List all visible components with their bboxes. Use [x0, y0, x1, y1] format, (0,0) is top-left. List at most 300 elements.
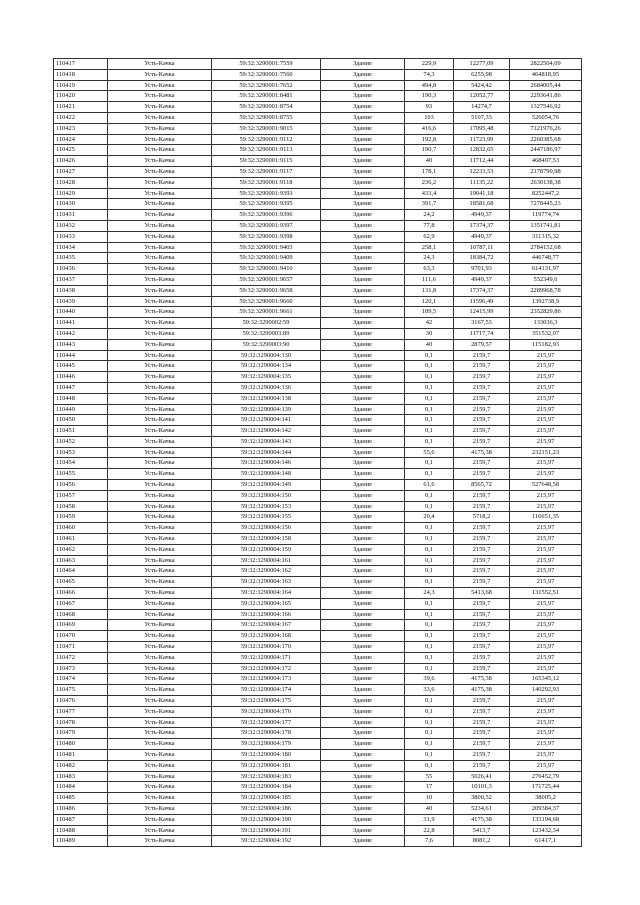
cadastral-number-cell: 59:32:3290004:177 — [212, 717, 321, 728]
row-number-cell: 110421 — [54, 102, 108, 113]
area-cell: 0,1 — [405, 544, 454, 555]
row-number-cell: 110473 — [54, 663, 108, 674]
unit-value-cell: 4949,37 — [454, 210, 510, 221]
cadastral-value-cell: 133036,3 — [510, 318, 582, 329]
locality-cell: Усть-Качка — [108, 447, 212, 458]
table-row — [54, 382, 582, 393]
cadastral-value-cell: 215,97 — [510, 620, 582, 631]
area-cell: 192,8 — [405, 134, 454, 145]
table-row — [54, 274, 582, 285]
cadastral-value-cell: 215,97 — [510, 469, 582, 480]
row-number-cell: 110464 — [54, 566, 108, 577]
row-number-cell: 110459 — [54, 512, 108, 523]
object-type-cell: Здание — [321, 588, 405, 599]
table-row — [54, 372, 582, 383]
row-number-cell: 110428 — [54, 177, 108, 188]
unit-value-cell: 2159,7 — [454, 458, 510, 469]
object-type-cell: Здание — [321, 145, 405, 156]
object-type-cell: Здание — [321, 102, 405, 113]
area-cell: 55,6 — [405, 447, 454, 458]
area-cell: 24,3 — [405, 588, 454, 599]
object-type-cell: Здание — [321, 361, 405, 372]
area-cell: 0,1 — [405, 739, 454, 750]
locality-cell: Усть-Качка — [108, 523, 212, 534]
cadastral-number-cell: 59:32:3290004:184 — [212, 782, 321, 793]
table-row — [54, 177, 582, 188]
cadastral-value-cell: 215,97 — [510, 393, 582, 404]
object-type-cell: Здание — [321, 69, 405, 80]
locality-cell: Усть-Качка — [108, 609, 212, 620]
unit-value-cell: 3167,53 — [454, 318, 510, 329]
row-number-cell: 110424 — [54, 134, 108, 145]
object-type-cell: Здание — [321, 490, 405, 501]
row-number-cell: 110418 — [54, 69, 108, 80]
object-type-cell: Здание — [321, 382, 405, 393]
cadastral-number-cell: 59:32:3290001:9409 — [212, 253, 321, 264]
locality-cell: Усть-Качка — [108, 782, 212, 793]
unit-value-cell: 4175,38 — [454, 685, 510, 696]
unit-value-cell: 3800,52 — [454, 793, 510, 804]
area-cell: 30 — [405, 328, 454, 339]
row-number-cell: 110417 — [54, 59, 108, 70]
locality-cell: Усть-Качка — [108, 512, 212, 523]
object-type-cell: Здание — [321, 793, 405, 804]
cadastral-number-cell: 59:32:3290001:8754 — [212, 102, 321, 113]
object-type-cell: Здание — [321, 728, 405, 739]
row-number-cell: 110470 — [54, 631, 108, 642]
object-type-cell: Здание — [321, 620, 405, 631]
row-number-cell: 110480 — [54, 739, 108, 750]
cadastral-value-cell: 171725,44 — [510, 782, 582, 793]
area-cell: 189,5 — [405, 307, 454, 318]
object-type-cell: Здание — [321, 220, 405, 231]
unit-value-cell: 12277,09 — [454, 59, 510, 70]
cadastral-number-cell: 59:32:3290004:153 — [212, 501, 321, 512]
locality-cell: Усть-Качка — [108, 404, 212, 415]
table-row — [54, 220, 582, 231]
area-cell: 0,1 — [405, 393, 454, 404]
locality-cell: Усть-Качка — [108, 112, 212, 123]
locality-cell: Усть-Качка — [108, 91, 212, 102]
row-number-cell: 110469 — [54, 620, 108, 631]
cadastral-value-cell: 123432,34 — [510, 825, 582, 836]
locality-cell: Усть-Качка — [108, 544, 212, 555]
row-number-cell: 110468 — [54, 609, 108, 620]
object-type-cell: Здание — [321, 642, 405, 653]
area-cell: 0,1 — [405, 361, 454, 372]
cadastral-number-cell: 59:32:3290001:9658 — [212, 285, 321, 296]
area-cell: 0,1 — [405, 642, 454, 653]
row-number-cell: 110460 — [54, 523, 108, 534]
area-cell: 120,1 — [405, 296, 454, 307]
locality-cell: Усть-Качка — [108, 102, 212, 113]
cadastral-value-cell: 215,97 — [510, 458, 582, 469]
row-number-cell: 110447 — [54, 382, 108, 393]
row-number-cell: 110449 — [54, 404, 108, 415]
locality-cell: Усть-Качка — [108, 652, 212, 663]
area-cell: 190,3 — [405, 91, 454, 102]
cadastral-number-cell: 59:32:3290004:164 — [212, 588, 321, 599]
cadastral-number-cell: 59:32:3290004:192 — [212, 836, 321, 847]
cadastral-number-cell: 59:32:3290004:156 — [212, 523, 321, 534]
cadastral-value-cell: 131552,51 — [510, 588, 582, 599]
cadastral-number-cell: 59:32:3290001:9660 — [212, 296, 321, 307]
table-row — [54, 426, 582, 437]
table-row — [54, 318, 582, 329]
area-cell: 229,9 — [405, 59, 454, 70]
cadastral-number-cell: 59:32:3290001:9410 — [212, 264, 321, 275]
locality-cell: Усть-Качка — [108, 220, 212, 231]
cadastral-number-cell: 59:32:3290001:8755 — [212, 112, 321, 123]
unit-value-cell: 12233,53 — [454, 166, 510, 177]
cadastral-value-cell: 215,97 — [510, 555, 582, 566]
object-type-cell: Здание — [321, 544, 405, 555]
locality-cell: Усть-Качка — [108, 501, 212, 512]
area-cell: 0,1 — [405, 469, 454, 480]
area-cell: 111,6 — [405, 274, 454, 285]
locality-cell: Усть-Качка — [108, 231, 212, 242]
unit-value-cell: 17095,48 — [454, 123, 510, 134]
locality-cell: Усть-Качка — [108, 426, 212, 437]
locality-cell: Усть-Качка — [108, 242, 212, 253]
cadastral-number-cell: 59:32:3290001:9398 — [212, 231, 321, 242]
table-row — [54, 404, 582, 415]
object-type-cell: Здание — [321, 663, 405, 674]
table-row — [54, 793, 582, 804]
cadastral-value-cell: 209384,37 — [510, 803, 582, 814]
locality-cell: Усть-Качка — [108, 793, 212, 804]
cadastral-value-cell: 215,97 — [510, 501, 582, 512]
locality-cell: Усть-Качка — [108, 588, 212, 599]
row-number-cell: 110458 — [54, 501, 108, 512]
object-type-cell: Здание — [321, 393, 405, 404]
unit-value-cell: 2159,7 — [454, 415, 510, 426]
table-row — [54, 112, 582, 123]
unit-value-cell: 2159,7 — [454, 620, 510, 631]
cadastral-number-cell: 59:32:3290002:59 — [212, 318, 321, 329]
table-row — [54, 544, 582, 555]
cadastral-value-cell: 115182,93 — [510, 339, 582, 350]
row-number-cell: 110488 — [54, 825, 108, 836]
object-type-cell: Здание — [321, 112, 405, 123]
object-type-cell: Здание — [321, 328, 405, 339]
unit-value-cell: 11596,49 — [454, 296, 510, 307]
cadastral-value-cell: 215,97 — [510, 642, 582, 653]
object-type-cell: Здание — [321, 156, 405, 167]
table-row — [54, 231, 582, 242]
locality-cell: Усть-Качка — [108, 177, 212, 188]
cadastral-value-cell: 215,97 — [510, 696, 582, 707]
table-row — [54, 69, 582, 80]
row-number-cell: 110423 — [54, 123, 108, 134]
locality-cell: Усть-Качка — [108, 717, 212, 728]
row-number-cell: 110467 — [54, 598, 108, 609]
cadastral-number-cell: 59:32:3290004:134 — [212, 361, 321, 372]
cadastral-number-cell: 59:32:3290004:159 — [212, 544, 321, 555]
area-cell: 0,1 — [405, 523, 454, 534]
area-cell: 494,8 — [405, 80, 454, 91]
object-type-cell: Здание — [321, 177, 405, 188]
unit-value-cell: 4175,38 — [454, 814, 510, 825]
row-number-cell: 110483 — [54, 771, 108, 782]
unit-value-cell: 4175,38 — [454, 674, 510, 685]
locality-cell: Усть-Качка — [108, 577, 212, 588]
table-row — [54, 577, 582, 588]
table-row — [54, 59, 582, 70]
unit-value-cell: 8565,72 — [454, 480, 510, 491]
table-row — [54, 480, 582, 491]
unit-value-cell: 2159,7 — [454, 436, 510, 447]
locality-cell: Усть-Качка — [108, 199, 212, 210]
object-type-cell: Здание — [321, 523, 405, 534]
unit-value-cell: 9701,93 — [454, 264, 510, 275]
unit-value-cell: 4175,38 — [454, 447, 510, 458]
cadastral-value-cell: 133194,68 — [510, 814, 582, 825]
area-cell: 22,8 — [405, 825, 454, 836]
table-row — [54, 156, 582, 167]
table-row — [54, 555, 582, 566]
locality-cell: Усть-Качка — [108, 728, 212, 739]
cadastral-value-cell: 215,97 — [510, 415, 582, 426]
table-row — [54, 501, 582, 512]
area-cell: 42 — [405, 318, 454, 329]
object-type-cell: Здание — [321, 685, 405, 696]
table-row — [54, 296, 582, 307]
area-cell: 0,1 — [405, 598, 454, 609]
unit-value-cell: 2159,7 — [454, 544, 510, 555]
cadastral-number-cell: 59:32:3290004:179 — [212, 739, 321, 750]
unit-value-cell: 8081,2 — [454, 836, 510, 847]
area-cell: 391,7 — [405, 199, 454, 210]
row-number-cell: 110489 — [54, 836, 108, 847]
row-number-cell: 110446 — [54, 372, 108, 383]
object-type-cell: Здание — [321, 199, 405, 210]
unit-value-cell: 2159,7 — [454, 523, 510, 534]
area-cell: 77,8 — [405, 220, 454, 231]
unit-value-cell: 5424,42 — [454, 80, 510, 91]
object-type-cell: Здание — [321, 436, 405, 447]
row-number-cell: 110430 — [54, 199, 108, 210]
cadastral-value-cell: 2260385,68 — [510, 134, 582, 145]
cadastral-value-cell: 8252447,2 — [510, 188, 582, 199]
object-type-cell: Здание — [321, 771, 405, 782]
cadastral-value-cell: 2822504,09 — [510, 59, 582, 70]
cadastral-value-cell: 2293641,86 — [510, 91, 582, 102]
area-cell: 40 — [405, 339, 454, 350]
area-cell: 93 — [405, 102, 454, 113]
cadastral-value-cell: 215,97 — [510, 372, 582, 383]
row-number-cell: 110425 — [54, 145, 108, 156]
row-number-cell: 110439 — [54, 296, 108, 307]
table-row — [54, 782, 582, 793]
cadastral-value-cell: 468497,53 — [510, 156, 582, 167]
area-cell: 39,6 — [405, 674, 454, 685]
unit-value-cell: 2159,7 — [454, 663, 510, 674]
area-cell: 0,1 — [405, 436, 454, 447]
object-type-cell: Здание — [321, 512, 405, 523]
cadastral-number-cell: 59:32:3290004:176 — [212, 706, 321, 717]
row-number-cell: 110434 — [54, 242, 108, 253]
cadastral-number-cell: 59:32:3290004:135 — [212, 372, 321, 383]
locality-cell: Усть-Качка — [108, 760, 212, 771]
locality-cell: Усть-Качка — [108, 490, 212, 501]
object-type-cell: Здание — [321, 803, 405, 814]
locality-cell: Усть-Качка — [108, 372, 212, 383]
area-cell: 103 — [405, 112, 454, 123]
object-type-cell: Здание — [321, 501, 405, 512]
table-row — [54, 361, 582, 372]
area-cell: 178,1 — [405, 166, 454, 177]
cadastral-value-cell: 526054,76 — [510, 112, 582, 123]
object-type-cell: Здание — [321, 123, 405, 134]
row-number-cell: 110465 — [54, 577, 108, 588]
table-row — [54, 609, 582, 620]
row-number-cell: 110443 — [54, 339, 108, 350]
cadastral-value-cell: 2289968,78 — [510, 285, 582, 296]
object-type-cell: Здание — [321, 80, 405, 91]
table-row — [54, 566, 582, 577]
unit-value-cell: 2159,7 — [454, 501, 510, 512]
cadastral-value-cell: 215,97 — [510, 544, 582, 555]
object-type-cell: Здание — [321, 253, 405, 264]
locality-cell: Усть-Качка — [108, 80, 212, 91]
unit-value-cell: 2159,7 — [454, 404, 510, 415]
cadastral-number-cell: 59:32:3290004:148 — [212, 469, 321, 480]
area-cell: 0,1 — [405, 620, 454, 631]
table-row — [54, 123, 582, 134]
area-cell: 258,1 — [405, 242, 454, 253]
area-cell: 0,1 — [405, 609, 454, 620]
table-row — [54, 80, 582, 91]
cadastral-value-cell: 215,97 — [510, 663, 582, 674]
cadastral-number-cell: 59:32:3290004:146 — [212, 458, 321, 469]
row-number-cell: 110466 — [54, 588, 108, 599]
area-cell: 74,3 — [405, 69, 454, 80]
table-row — [54, 523, 582, 534]
cadastral-value-cell: 215,97 — [510, 728, 582, 739]
table-row — [54, 836, 582, 847]
table-row — [54, 91, 582, 102]
area-cell: 0,1 — [405, 501, 454, 512]
row-number-cell: 110426 — [54, 156, 108, 167]
area-cell: 0,1 — [405, 404, 454, 415]
table-row — [54, 145, 582, 156]
table-row — [54, 350, 582, 361]
cadastral-number-cell: 59:32:3290004:174 — [212, 685, 321, 696]
area-cell: 40 — [405, 156, 454, 167]
cadastral-number-cell: 59:32:3290004:175 — [212, 696, 321, 707]
locality-cell: Усть-Качка — [108, 458, 212, 469]
object-type-cell: Здание — [321, 166, 405, 177]
table-row — [54, 415, 582, 426]
cadastral-number-cell: 59:32:3290004:190 — [212, 814, 321, 825]
row-number-cell: 110432 — [54, 220, 108, 231]
unit-value-cell: 6255,98 — [454, 69, 510, 80]
unit-value-cell: 2159,7 — [454, 706, 510, 717]
cadastral-number-cell: 59:32:3290004:166 — [212, 609, 321, 620]
cadastral-number-cell: 59:32:3290001:7559 — [212, 59, 321, 70]
locality-cell: Усть-Качка — [108, 285, 212, 296]
table-row — [54, 328, 582, 339]
area-cell: 236,2 — [405, 177, 454, 188]
table-row — [54, 436, 582, 447]
cadastral-value-cell: 215,97 — [510, 706, 582, 717]
cadastral-number-cell: 59:32:3290004:168 — [212, 631, 321, 642]
cadastral-number-cell: 59:32:3290001:9117 — [212, 166, 321, 177]
object-type-cell: Здание — [321, 739, 405, 750]
unit-value-cell: 2159,7 — [454, 577, 510, 588]
locality-cell: Усть-Качка — [108, 814, 212, 825]
object-type-cell: Здание — [321, 350, 405, 361]
object-type-cell: Здание — [321, 652, 405, 663]
object-type-cell: Здание — [321, 318, 405, 329]
row-number-cell: 110448 — [54, 393, 108, 404]
area-cell: 33,6 — [405, 685, 454, 696]
area-cell: 62,9 — [405, 231, 454, 242]
unit-value-cell: 11717,74 — [454, 328, 510, 339]
row-number-cell: 110481 — [54, 750, 108, 761]
unit-value-cell: 5413,7 — [454, 825, 510, 836]
unit-value-cell: 11135,22 — [454, 177, 510, 188]
area-cell: 40 — [405, 803, 454, 814]
locality-cell: Усть-Качка — [108, 123, 212, 134]
object-type-cell: Здание — [321, 825, 405, 836]
row-number-cell: 110482 — [54, 760, 108, 771]
area-cell: 416,6 — [405, 123, 454, 134]
unit-value-cell: 5107,33 — [454, 112, 510, 123]
locality-cell: Усть-Качка — [108, 469, 212, 480]
row-number-cell: 110436 — [54, 264, 108, 275]
area-cell: 0,1 — [405, 631, 454, 642]
row-number-cell: 110437 — [54, 274, 108, 285]
cadastral-number-cell: 59:32:3290001:9395 — [212, 199, 321, 210]
unit-value-cell: 11712,44 — [454, 156, 510, 167]
row-number-cell: 110452 — [54, 436, 108, 447]
cadastral-value-cell: 116651,35 — [510, 512, 582, 523]
unit-value-cell: 18384,72 — [454, 253, 510, 264]
locality-cell: Усть-Качка — [108, 706, 212, 717]
object-type-cell: Здание — [321, 274, 405, 285]
area-cell: 0,1 — [405, 717, 454, 728]
cadastral-number-cell: 59:32:3290001:9118 — [212, 177, 321, 188]
locality-cell: Усть-Качка — [108, 296, 212, 307]
cadastral-number-cell: 59:32:3290004:139 — [212, 404, 321, 415]
area-cell: 20,4 — [405, 512, 454, 523]
cadastral-value-cell: 215,97 — [510, 382, 582, 393]
cadastral-number-cell: 59:32:3290001:9403 — [212, 242, 321, 253]
unit-value-cell: 5026,41 — [454, 771, 510, 782]
locality-cell: Усть-Качка — [108, 361, 212, 372]
object-type-cell: Здание — [321, 134, 405, 145]
area-cell: 0,1 — [405, 350, 454, 361]
table-row — [54, 814, 582, 825]
unit-value-cell: 2159,7 — [454, 760, 510, 771]
unit-value-cell: 2159,7 — [454, 372, 510, 383]
object-type-cell: Здание — [321, 836, 405, 847]
unit-value-cell: 2159,7 — [454, 609, 510, 620]
unit-value-cell: 17374,37 — [454, 220, 510, 231]
locality-cell: Усть-Качка — [108, 69, 212, 80]
unit-value-cell: 2159,7 — [454, 631, 510, 642]
locality-cell: Усть-Качка — [108, 534, 212, 545]
cadastral-value-cell: 215,97 — [510, 361, 582, 372]
object-type-cell: Здание — [321, 307, 405, 318]
object-type-cell: Здание — [321, 469, 405, 480]
row-number-cell: 110444 — [54, 350, 108, 361]
cadastral-number-cell: 59:32:3290004:171 — [212, 652, 321, 663]
unit-value-cell: 18581,68 — [454, 199, 510, 210]
unit-value-cell: 10101,3 — [454, 782, 510, 793]
